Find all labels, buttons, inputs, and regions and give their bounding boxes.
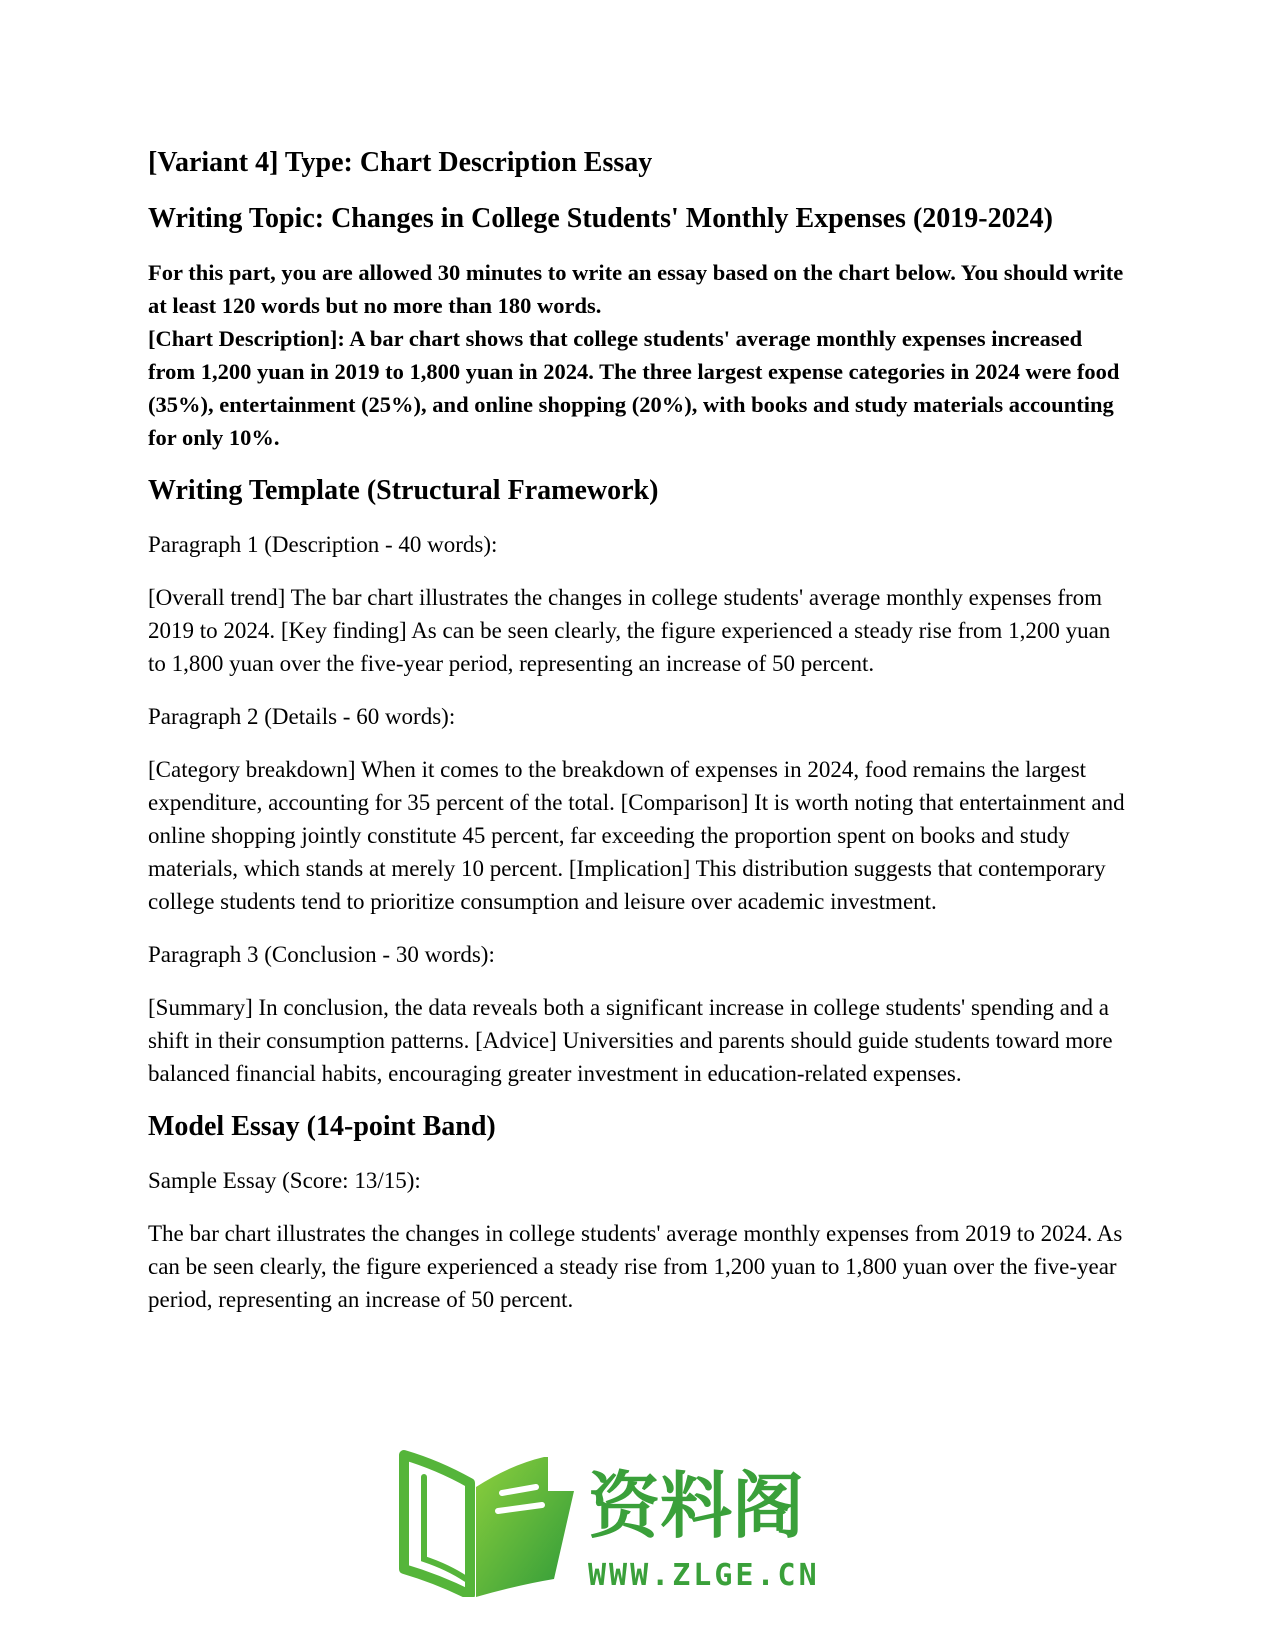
instructions-text: For this part, you are allowed 30 minutes to write an essay based on the chart below. You should write at least 120 words but no more than 180 words. xyxy=(148,260,1124,318)
paragraph-1-label: Paragraph 1 (Description - 40 words): xyxy=(148,532,498,557)
watermark-name: 资料阁 xyxy=(588,1464,805,1548)
paragraph-1-text: [Overall trend] The bar chart illustrates the changes in college students' average monthly expenses from 2019 to 2024. [Key finding] As can be seen clearly, the figure experienced a steady rise from 1,200 yuan to 1,800 yuan over the five-year period, representing an increase of 50 percent. xyxy=(148,585,1111,676)
variant-heading: [Variant 4] Type: Chart Description Essay xyxy=(148,147,653,178)
instructions-block xyxy=(148,256,1128,454)
sample-essay-text: The bar chart illustrates the changes in college students' average monthly expenses from 2019 to 2024. As can be seen clearly, the figure experienced a steady rise from 1,200 yuan to 1,800 yuan over the five-year period, representing an increase of 50 percent. xyxy=(148,1221,1123,1312)
topic-heading: Writing Topic: Changes in College Students' Monthly Expenses (2019-2024) xyxy=(148,203,1053,234)
watermark-logo xyxy=(398,1447,868,1597)
chart-description: [Chart Description]: A bar chart shows that college students' average monthly expenses increased from 1,200 yuan in 2019 to 1,800 yuan in 2024. The three largest expense categories in 2024 were food (35%), entertainment (25%), and online shopping (20%), with books and study materials accounting for only 10%. xyxy=(148,326,1120,450)
model-essay-heading: Model Essay (14-point Band) xyxy=(148,1111,496,1142)
paragraph-2-text: [Category breakdown] When it comes to the breakdown of expenses in 2024, food remains the largest expenditure, accounting for 35 percent of the total. [Comparison] It is worth noting that entertainment and online shopping jointly constitute 45 percent, far exceeding the proportion spent on books and study materials, which stands at merely 10 percent. [Implication] This distribution suggests that contemporary college students tend to prioritize consumption and leisure over academic investment. xyxy=(148,757,1125,914)
paragraph-2-label: Paragraph 2 (Details - 60 words): xyxy=(148,704,456,729)
paragraph-3-label: Paragraph 3 (Conclusion - 30 words): xyxy=(148,942,495,967)
template-heading: Writing Template (Structural Framework) xyxy=(148,475,659,506)
paragraph-3-text: [Summary] In conclusion, the data reveals both a significant increase in college students' spending and a shift in their consumption patterns. [Advice] Universities and parents should guide students toward more balanced financial habits, encouraging greater investment in education-related expenses. xyxy=(148,995,1113,1086)
document-page xyxy=(148,146,1128,1336)
sample-score-label: Sample Essay (Score: 13/15): xyxy=(148,1168,421,1193)
open-book-icon xyxy=(404,1455,574,1597)
watermark-url: WWW.ZLGE.CN xyxy=(588,1558,820,1593)
